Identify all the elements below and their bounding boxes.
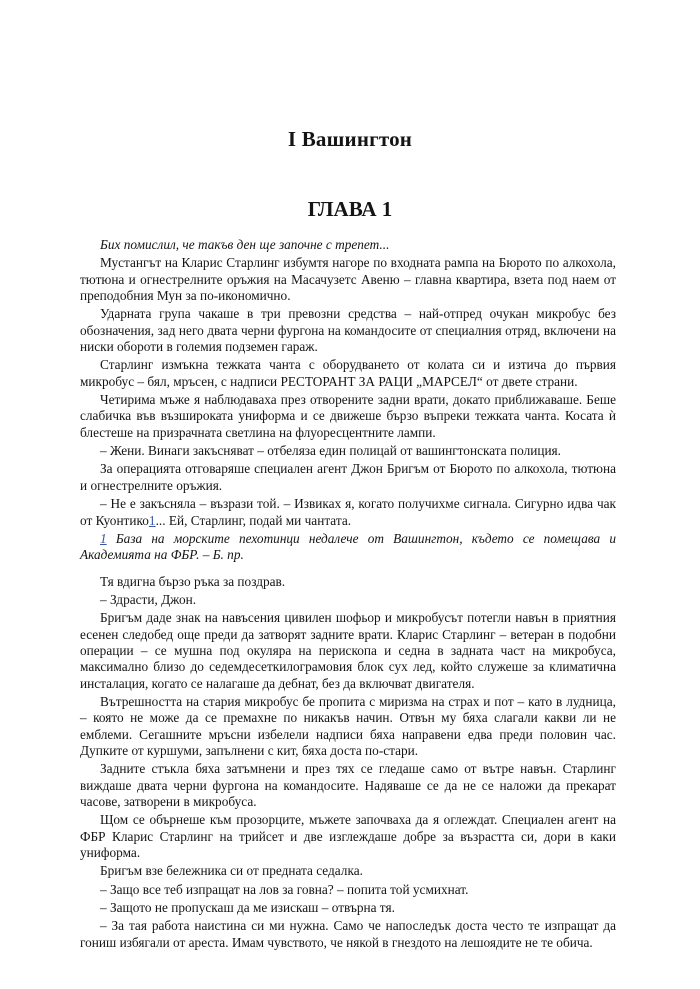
paragraph: – За тая работа наистина си ми нужна. Само че напоследък доста често те изпращат да гониш избягали от ареста. Имам чувството, че някой в гнездото на лешоядите не те обича. — [80, 918, 616, 950]
paragraph: – Здрасти, Джон. — [100, 591, 197, 607]
paragraph: Вътрешността на стария микробус бе пропита с миризма на страх и пот – като в лудница, – която не може да се премахне по никакъв начин. Отвън му бяха слагали какви ли не емблеми. Сегашните мръсни избелели надписи бяха направени едва преди половин час. Дупките от куршуми, запълнени с кит, бяха доста по-стари. — [80, 693, 616, 758]
paragraph: За операцията отговаряше специален агент Джон Бригъм от Бюрото по алкохола, тютюна и огнестрелните оръжия. — [80, 461, 616, 493]
paragraph: Четирима мъже я наблюдаваха през отворените задни врати, докато приближаваше. Беше слабичка във възшироката униформа и се движеше бързо въпреки тежката чанта. Косата ѝ блестеше на призрачната светлина на флуоресцентните лампи. — [80, 392, 616, 440]
paragraph: Задните стъкла бяха затъмнени и през тях се гледаше само от вътре навън. Старлинг виждаше двата черни фургона на командосите. Надяваше се да не се наложи да прекарат часове, затворени в микробуса. — [80, 761, 616, 809]
footnote-back-link[interactable]: 1 — [100, 530, 107, 546]
paragraph: – Защото не пропускаш да ме изискаш – отвърна тя. — [100, 900, 395, 916]
paragraph: Мустангът на Кларис Старлинг избумтя нагоре по входната рампа на Бюрото по алкохола, тютюна и огнестрелните оръжия на Масачузетс Авеню – главна квартира, взета под наем от преподобния Мун за по-икономично. — [80, 255, 616, 304]
footnote-text: База на морските пехотинци недалече от Вашингтон, където се помещава и Академията на ФБР. – Б. пр. — [80, 530, 616, 563]
footnote-reference-link[interactable]: 1 — [148, 512, 156, 528]
paragraph: – Жени. Винаги закъсняват – отбеляза един полицай от вашингтонската полиция. — [100, 443, 562, 459]
paragraph: Щом се обърнеше към прозорците, мъжете започваха да я оглеждат. Специален агент на ФБР Кларис Старлинг на трийсет и две изглеждаше добре за възрастта си, дори в каки униформа. — [80, 812, 616, 861]
footnote — [80, 531, 616, 564]
paragraph: – Защо все теб изпращат на лов за говна? – попита той усмихнат. — [100, 881, 469, 897]
body-text — [80, 237, 616, 953]
paragraph: Бригъм взе бележника си от предната седалка. — [100, 863, 363, 879]
paragraph-text: ... Ей, Старлинг, подай ми чантата. — [155, 512, 352, 528]
paragraph: Тя вдигна бързо ръка за поздрав. — [100, 573, 286, 589]
epigraph: Бих помислил, че такъв ден ще започне с трепет... — [100, 237, 390, 252]
part-title: I Вашингтон — [287, 127, 413, 151]
paragraph-text: – Не е закъсняла – възрази той. – Извиках я, когато получихме сигнала. Сигурно идва чак от Куонтико — [80, 496, 616, 528]
chapter-title: ГЛАВА 1 — [307, 197, 393, 221]
paragraph-with-footnote — [80, 496, 616, 529]
paragraph: Старлинг измъкна тежката чанта с оборудването от колата си и изтича до първия микробус – бял, мръсен, с надписи РЕСТОРАНТ ЗА РАЦИ „МАРСЕЛ“ от двете страни. — [80, 357, 616, 389]
paragraph: Бригъм даде знак на навъсения цивилен шофьор и микробусът потегли навън в приятния есенен следобед още преди да затворят задните врати. Кларис Старлинг – ветеран в подобни операции – се мушна под окуляра на перископа и седна в задната част на микробуса, максимално близо до седемдесеткилограмовия блок сух лед, който служеше за климатична инсталация, когато се налагаше да дебнат, без да включват двигателя. — [80, 610, 616, 691]
paragraph: Ударната група чакаше в три превозни средства – най-отпред очукан микробус без обозначения, зад него двата черни фургона на командосите от специалния отряд, включени на ниски обороти в големия подземен гараж. — [80, 306, 616, 355]
